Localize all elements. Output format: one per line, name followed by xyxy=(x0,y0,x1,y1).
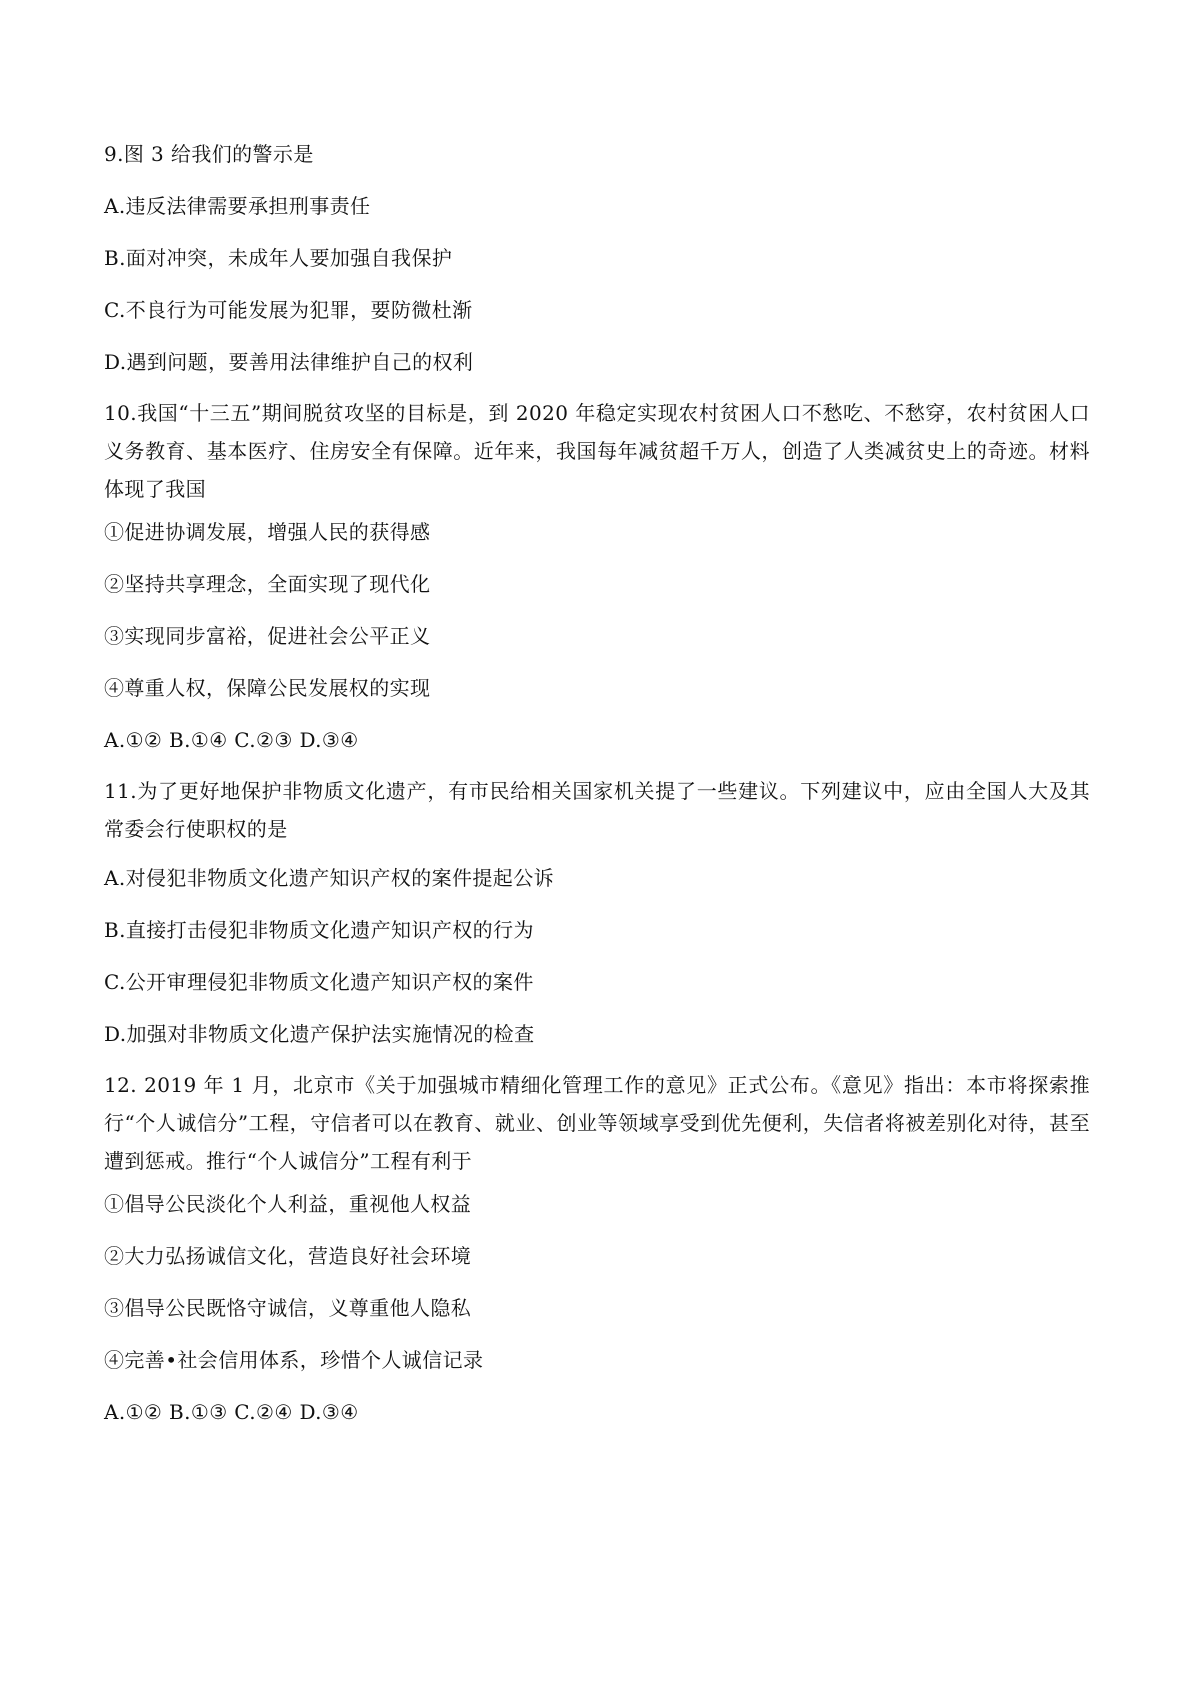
question-12-statement-2: ②大力弘扬诚信文化，营造良好社会环境 xyxy=(104,1244,472,1268)
question-11-option-a: A.对侵犯非物质文化遗产知识产权的案件提起公诉 xyxy=(104,866,555,890)
question-10-statement-2: ②坚持共享理念，全面实现了现代化 xyxy=(104,572,431,596)
question-12-statement-4: ④完善•社会信用体系，珍惜个人诚信记录 xyxy=(104,1348,484,1372)
question-12-statement-1: ①倡导公民淡化个人利益，重视他人权益 xyxy=(104,1192,472,1216)
question-9-option-d: D.遇到问题，要善用法律维护自己的权利 xyxy=(104,350,474,374)
question-11-option-c: C.公开审理侵犯非物质文化遗产知识产权的案件 xyxy=(104,970,534,994)
question-10-answer-choices: A.①② B.①④ C.②③ D.③④ xyxy=(104,728,359,752)
question-9-stem: 9.图 3 给我们的警示是 xyxy=(104,142,314,166)
question-12-statement-3: ③倡导公民既恪守诚信，义尊重他人隐私 xyxy=(104,1296,472,1320)
question-10-statement-3: ③实现同步富裕，促进社会公平正义 xyxy=(104,624,431,648)
question-10-stem: 10.我国“十三五”期间脱贫攻坚的目标是，到 2020 年稳定实现农村贫困人口不愁吃、不愁穿，农村贫困人口义务教育、基本医疗、住房安全有保障。近年来，我国每年减贫超千万人，创造了人类减贫史上的奇迹。材料体现了我国 xyxy=(104,401,1090,501)
question-11-option-b: B.直接打击侵犯非物质文化遗产知识产权的行为 xyxy=(104,918,534,942)
question-12-stem: 12. 2019 年 1 月，北京市《关于加强城市精细化管理工作的意见》正式公布。《意见》指出：本市将探索推行“个人诚信分”工程，守信者可以在教育、就业、创业等领域享受到优先便利，失信者将被差别化对待，甚至遭到惩戒。推行“个人诚信分”工程有利于 xyxy=(104,1073,1090,1173)
question-11-option-d: D.加强对非物质文化遗产保护法实施情况的检查 xyxy=(104,1022,535,1046)
question-10-statement-4: ④尊重人权，保障公民发展权的实现 xyxy=(104,676,431,700)
question-9-option-b: B.面对冲突，未成年人要加强自我保护 xyxy=(104,246,453,270)
question-11-stem: 11.为了更好地保护非物质文化遗产，有市民给相关国家机关提了一些建议。下列建议中，应由全国人大及其常委会行使职权的是 xyxy=(104,779,1090,841)
question-9-option-c: C.不良行为可能发展为犯罪，要防微杜渐 xyxy=(104,298,473,322)
question-9-option-a: A.违反法律需要承担刑事责任 xyxy=(104,194,371,218)
question-12-answer-choices: A.①② B.①③ C.②④ D.③④ xyxy=(104,1400,359,1424)
question-10-statement-1: ①促进协调发展，增强人民的获得感 xyxy=(104,520,431,544)
